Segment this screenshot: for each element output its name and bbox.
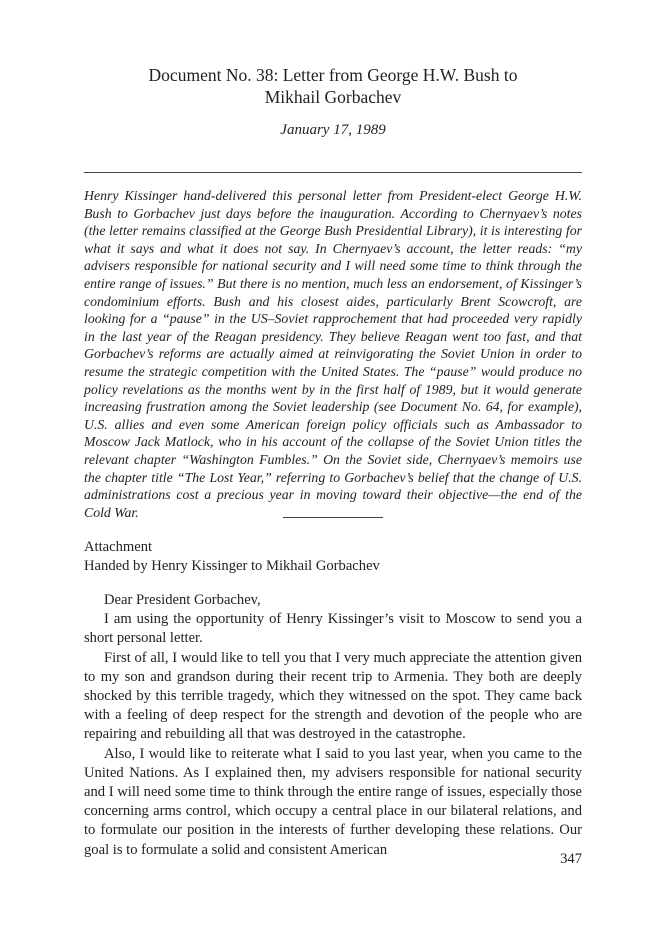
handed-by-line: Handed by Henry Kissinger to Mikhail Gorbachev [84,558,380,574]
title-line-2: Mikhail Gorbachev [264,87,402,107]
attachment-label: Attachment [84,539,153,555]
letter-body [84,591,582,860]
letter-paragraph: Also, I would like to reiterate what I said to you last year, when you came to the United Nations. As I explained then, my advisers responsible for national security and I will need some time to think through the entire range of issues, especially those concerning arms control, which occupy a central place in our bilateral relations, and to formulate our position in the interests of further developing these relations. Our goal is to formulate a solid and consistent American [84,745,582,858]
document-title [85,64,581,108]
letter-salutation: Dear President Gorbachev, [104,592,261,608]
title-line-1: Document No. 38: Letter from George H.W. Bush to [148,65,518,85]
letter-paragraph: First of all, I would like to tell you that I very much appreciate the attention given to my son and grandson during their recent trip to Armenia. They both are deeply shocked by this terrible tragedy, which they witnessed on the spot. They came back with a feeling of deep respect for the strength and devotion of the people who are repairing and rebuilding all that was destroyed in the catastrophe. [84,649,582,743]
page-number: 347 [560,851,582,867]
attachment-block [84,538,380,576]
section-divider [283,517,383,518]
intro-paragraph: Henry Kissinger hand-delivered this personal letter from President-elect George H.W. Bush to Gorbachev just days before the inauguration. According to Chernyaev’s notes (the letter remains classified at the George Bush Presidential Library), it is interesting for what it says and what it does not say. In Chernyaev’s account, the letter reads: “my advisers responsible for national security and I will need some time to think through the entire range of issues.” But there is no mention, much less an endorsement, of Kissinger’s condominium efforts. Bush and his closest aides, particularly Brent Scowcroft, are looking for a “pause” in the US–Soviet rapprochement that had proceeded very rapidly in the last year of the Reagan presidency. They believe Reagan went too fast, and that Gorbachev’s reforms are actually aimed at reinvigorating the Soviet Union in order to resume the strategic competition with the United States. The “pause” would produce no policy revelations as the months went by in the first half of 1989, but it would generate increasing frustration among the Soviet leadership (see Document No. 64, for example), U.S. allies and even some American foreign policy officials such as Ambassador to Moscow Jack Matlock, who in his account of the collapse of the Soviet Union titles the relevant chapter “Washington Fumbles.” On the Soviet side, Chernyaev’s memoirs use the chapter title “The Lost Year,” referring to Gorbachev’s belief that the change of U.S. administrations cost a precious year in moving toward their objective—the end of the Cold War. [84,188,582,520]
document-date: January 17, 1989 [280,122,386,138]
letter-paragraph: I am using the opportunity of Henry Kissinger’s visit to Moscow to send you a short personal letter. [84,611,582,647]
top-divider [84,172,582,173]
